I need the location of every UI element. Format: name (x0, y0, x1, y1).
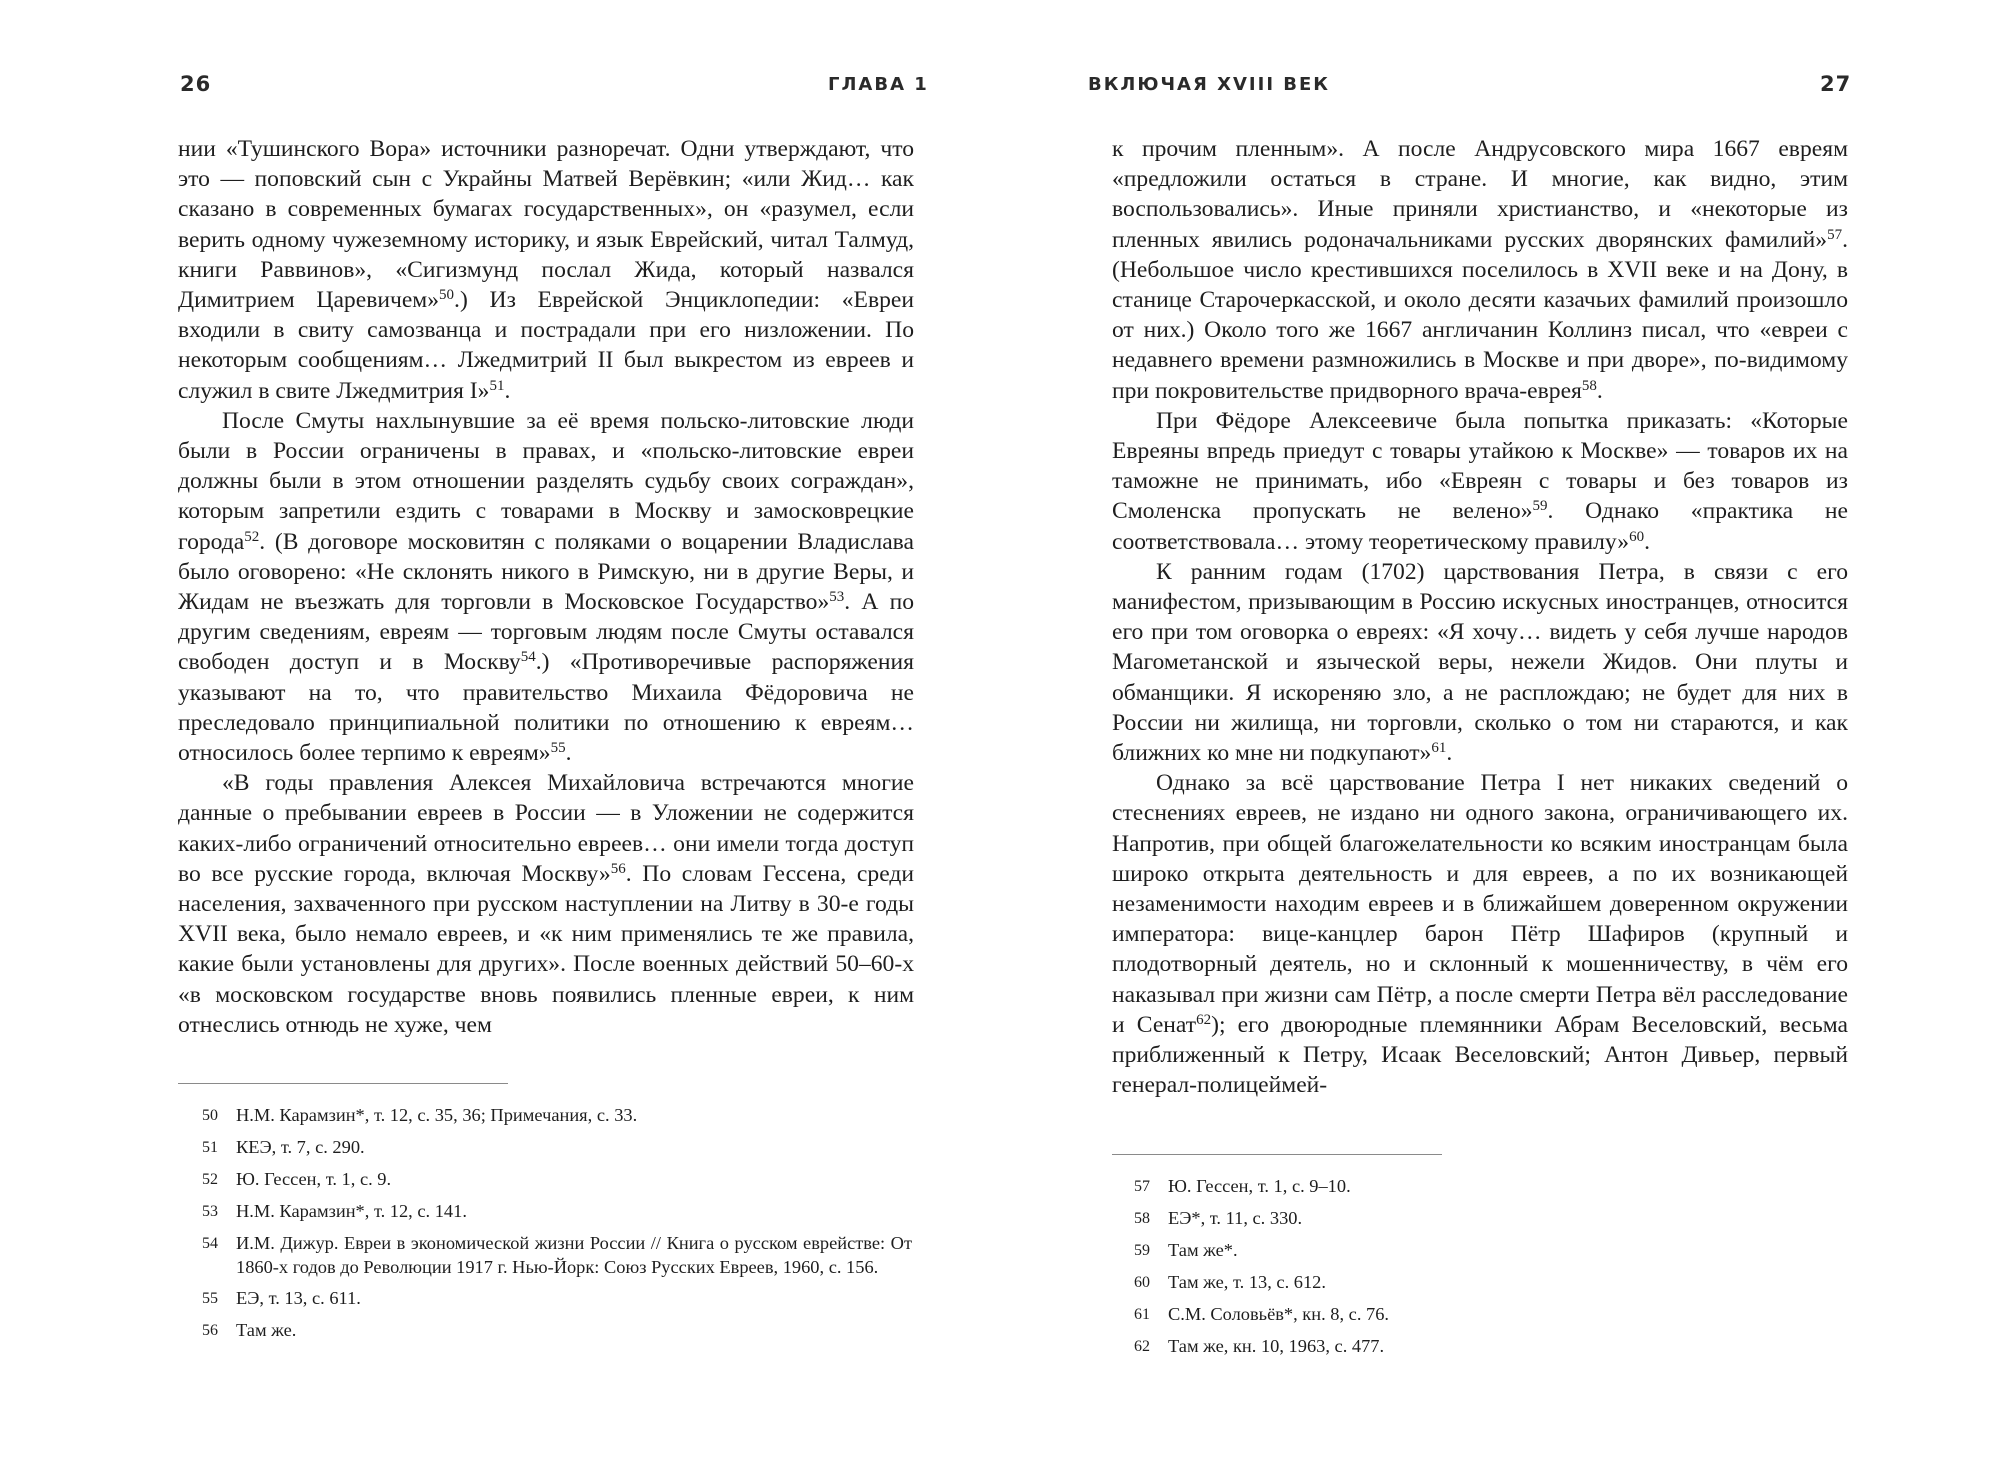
footnote (1134, 1206, 1844, 1231)
paragraph-text: нии «Тушинского Вора» источники разноречат. Одни утверждают, что это — поповский сын с Украйны Матвей Верёвкин; «или Жид… как сказано в современных бумагах государственных», он «разумел, если верить одному чужеземному историку, и язык Еврейский, читал Талмуд, книги Раввинов», «Сигизмунд послал Жида, который назвался Димитрием Царевичем» (178, 136, 914, 314)
footnotes (202, 1103, 912, 1350)
paragraph-text: . Однако «практика не соответствовала… этому теоретическому правилу» (1112, 498, 1848, 555)
right-page (1000, 0, 2000, 1471)
footnote-number: 58 (1134, 1210, 1150, 1227)
paragraph-text: . (В договоре московитян с поляками о воцарении Владислава было оговорено: «Не склонять никого в Римскую, ни в другие Веры, и Жидам не въезжать для торговли в Московское Государство» (178, 528, 914, 616)
footnote-number: 52 (202, 1171, 218, 1188)
footnote-rule (1112, 1154, 1442, 1155)
paragraph-text: . (1596, 377, 1603, 404)
footnote (202, 1135, 912, 1160)
footnote-number: 51 (202, 1139, 218, 1156)
footnote-text: ЕЭ*, т. 11, с. 330. (1168, 1208, 1303, 1228)
footnote-ref[interactable]: 54 (520, 649, 536, 666)
footnote-number: 50 (202, 1107, 218, 1124)
footnote-ref[interactable]: 61 (1431, 740, 1447, 757)
paragraph-text: Однако за всё царствование Петра I нет никаких сведений о стеснениях евреев, не издано ни одного закона, ограничивающего их. Напротив, при общей благожелательности ко всяким иностранцам была широко открыта деятельность и для евреев, а по их возникающей незаменимости находим евреев и в ближайшем доверенном окружении императора: вице-канцлер барон Пётр Шафиров (крупный и плодотворный деятель, но и склонный к мошенничеству, в чём его наказывал при жизни сам Пётр, а после смерти Петра вёл расследование и Сенат (1112, 770, 1848, 1038)
footnote-ref[interactable]: 62 (1196, 1011, 1212, 1028)
footnote (202, 1286, 912, 1311)
footnote-ref[interactable]: 50 (439, 287, 455, 304)
footnote-text: КЕЭ, т. 7, с. 290. (236, 1137, 365, 1157)
footnote (202, 1103, 912, 1128)
footnote (202, 1199, 912, 1224)
paragraph-text: к прочим пленным». А после Андрусовского мира 1667 евреям «предложили остаться в стране. И многие, как видно, этим воспользовались». Иные приняли христианство, и «некоторые из пленных явились родоначальниками русских дворянских фамилий» (1112, 136, 1848, 253)
paragraph-text: К ранним годам (1702) царствования Петра, в связи с его манифестом, призывающим в Россию искусных иностранцев, относится его при том оговорка о евреях: «Я хочу… видеть у себя лучше народов Магометанской и языческой веры, нежели Жидов. Они плуты и обманщики. Я искореняю зло, а не расплождаю; не будет для них в России ни жилища, ни торговли, сколько о том ни стараются, и как ближних ко мне ни подкупают» (1112, 558, 1848, 767)
footnote-ref[interactable]: 55 (550, 740, 566, 757)
footnote-ref[interactable]: 56 (610, 860, 626, 877)
footnote-rule (178, 1083, 508, 1084)
footnote (202, 1318, 912, 1343)
footnote-text: Там же*. (1168, 1240, 1238, 1260)
footnote-text: Там же, т. 13, с. 612. (1168, 1272, 1326, 1292)
footnote-ref[interactable]: 51 (489, 377, 505, 394)
footnote-text: И.М. Дижур. Евреи в экономической жизни России // Книга о русском еврействе: От 1860-х годов до Революции 1917 г. Нью-Йорк: Союз Русских Евреев, 1960, с. 156. (236, 1233, 912, 1277)
footnote-number: 54 (202, 1235, 218, 1252)
page-number: 27 (1820, 72, 1852, 96)
footnote (202, 1231, 912, 1279)
paragraph-text: . (504, 377, 511, 404)
footnote-number: 60 (1134, 1274, 1150, 1291)
paragraph (1112, 134, 1848, 406)
paragraph-text: .) «Противоречивые распоряжения указывают на то, что правительство Михаила Фёдоровича не преследовало принципиальной политики по отношению к евреям… относилось более терпимо к евреям» (178, 649, 914, 767)
paragraph-text: .) Из Еврейской Энциклопедии: «Евреи входили в свиту самозванца и пострадали при его низложении. По некоторым сообщениям… Лжедмитрий II был выкрестом из евреев и служил в свите Лжедмитрия I» (178, 287, 914, 404)
footnote-text: Н.М. Карамзин*, т. 12, с. 35, 36; Примечания, с. 33. (236, 1105, 638, 1125)
body-text (178, 134, 914, 1040)
paragraph (1112, 406, 1848, 557)
footnote-text: Ю. Гессен, т. 1, с. 9. (236, 1169, 392, 1189)
paragraph-text: . По словам Гессена, среди населения, захваченного при русском наступлении на Литву в 30-е годы XVII века, было немало евреев, и «к ним применялись те же правила, какие были установлены для других». После военных действий 50–60-х «в московском государстве вновь появились пленные евреи, к ним отнеслись отнюдь не хуже, чем (178, 860, 914, 1038)
footnote-number: 57 (1134, 1178, 1150, 1195)
footnotes (1134, 1174, 1844, 1366)
footnote-ref[interactable]: 58 (1581, 377, 1597, 394)
footnote-text: Там же. (236, 1320, 297, 1340)
paragraph-text: При Фёдоре Алексеевиче была попытка приказать: «Которые Евреяны впредь приедут с товары утайкою к Москве» — товаров их на таможне не принимать, ибо «Евреян с товары и без товаров из Смоленска пропускать не велено» (1112, 407, 1848, 525)
footnote-ref[interactable]: 59 (1532, 498, 1548, 515)
paragraph-text: . (1644, 528, 1650, 555)
footnote (202, 1167, 912, 1192)
paragraph (178, 406, 914, 768)
footnote-text: Ю. Гессен, т. 1, с. 9–10. (1168, 1176, 1351, 1196)
paragraph (1112, 557, 1848, 768)
paragraph-text: После Смуты нахлынувшие за её время польско-литовские люди были в России ограничены в правах, и «польско-литовские евреи должны были в этом отношении разделять судьбу своих сограждан», которым запретили ездить с товарами в Москву и замосковрецкие города (178, 407, 914, 555)
footnote (1134, 1270, 1844, 1295)
footnote-number: 56 (202, 1322, 218, 1339)
footnote-number: 62 (1134, 1338, 1150, 1355)
footnote-ref[interactable]: 60 (1629, 528, 1645, 545)
footnote-number: 59 (1134, 1242, 1150, 1259)
footnote-ref[interactable]: 52 (244, 528, 260, 545)
footnote-ref[interactable]: 53 (829, 589, 845, 606)
footnote-text: Там же, кн. 10, 1963, с. 477. (1168, 1336, 1385, 1356)
running-head: ГЛАВА 1 (828, 74, 929, 95)
footnote (1134, 1334, 1844, 1359)
footnote (1134, 1238, 1844, 1263)
paragraph-text: «В годы правления Алексея Михайловича встречаются многие данные о пребывании евреев в России — в Уложении не содержится каких-либо ограничений относительно евреев… они имели тогда доступ во все русские города, включая Москву» (178, 770, 914, 887)
footnote (1134, 1302, 1844, 1327)
paragraph-text: . (565, 740, 572, 767)
page-number: 26 (180, 72, 212, 96)
paragraph (178, 768, 914, 1040)
paragraph-text: . (1446, 740, 1453, 767)
footnote-text: Н.М. Карамзин*, т. 12, с. 141. (236, 1201, 467, 1221)
running-head: ВКЛЮЧАЯ XVIII ВЕК (1088, 74, 1331, 95)
footnote-text: ЕЭ, т. 13, с. 611. (236, 1288, 361, 1308)
footnote (1134, 1174, 1844, 1199)
paragraph-text: . А по другим сведениям, евреям — торговым людям после Смуты оставался свободен доступ и в Москву (178, 589, 914, 676)
paragraph-text: ); его двоюродные племянники Абрам Веселовский, весьма приближенный к Петру, Исаак Веселовский; Антон Дивьер, первый генерал-полицеймей- (1112, 1011, 1848, 1099)
footnote-number: 53 (202, 1203, 218, 1220)
paragraph (178, 134, 914, 406)
paragraph-text: . (Небольшое число крестившихся поселилось в XVII веке и на Дону, в станице Старочеркасской, и около десяти казачьих фамилий произошло от них.) Около того же 1667 англичанин Коллинз писал, что «евреи с недавнего времени размножились в Москве и при дворе», по-видимому при покровительстве придворного врача-еврея (1112, 226, 1848, 404)
body-text (1112, 134, 1848, 1101)
footnote-text: С.М. Соловьёв*, кн. 8, с. 76. (1168, 1304, 1390, 1324)
footnote-ref[interactable]: 57 (1827, 226, 1843, 243)
paragraph (1112, 768, 1848, 1100)
footnote-number: 55 (202, 1290, 218, 1307)
footnote-number: 61 (1134, 1306, 1150, 1323)
